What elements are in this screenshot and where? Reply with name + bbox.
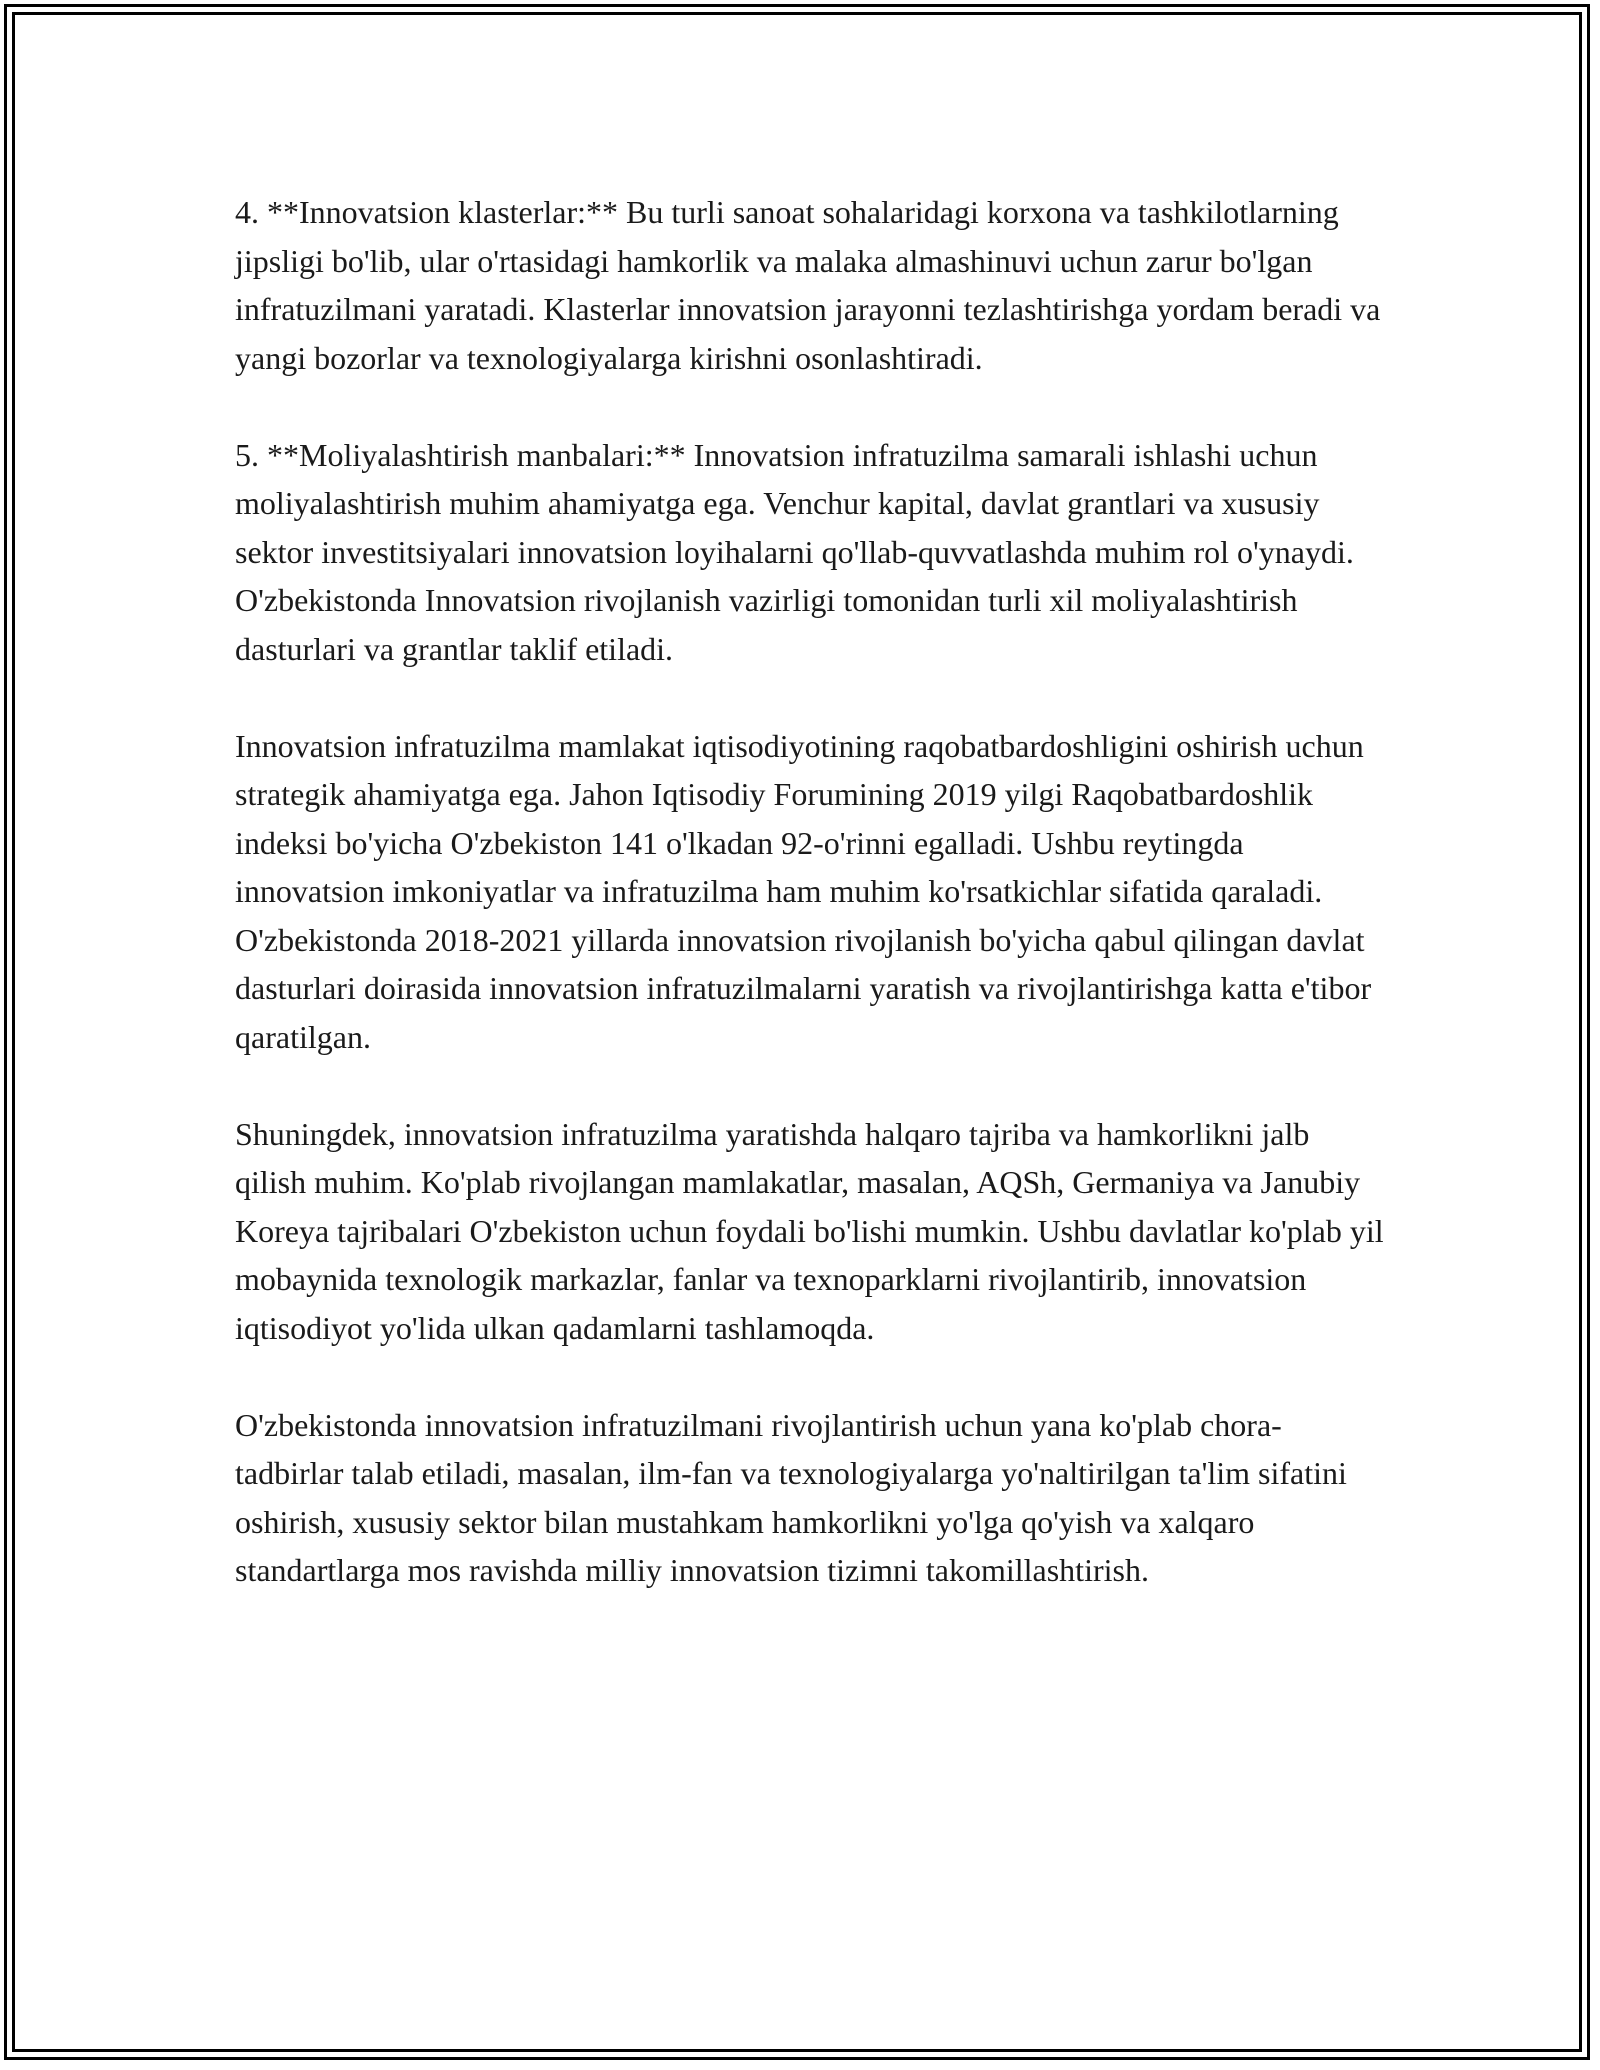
paragraph-innovation-clusters: 4. **Innovatsion klasterlar:** Bu turli sanoat sohalaridagi korxona va tashkilotlarning jipsligi bo'lib, ular o'rtasidagi hamkorlik va malaka almashinuvi uchun zarur bo'lgan infratuzilmani yaratadi. Klasterlar innovatsion jarayonni tezlashtirishga yordam beradi va yangi bozorlar va texnologiyalarga kirishni osonlashtiradi.	[235, 194, 1381, 376]
paragraph-funding-sources: 5. **Moliyalashtirish manbalari:** Innovatsion infratuzilma samarali ishlashi uchun moliyalashtirish muhim ahamiyatga ega. Venchur kapital, davlat grantlari va xususiy sektor investitsiyalari innovatsion loyihalarni qo'llab-quvvatlashda muhim rol o'ynaydi. O'zbekistonda Innovatsion rivojlanish vazirligi tomonidan turli xil moliyalashtirish dasturlari va grantlar taklif etiladi.	[235, 436, 1354, 667]
paragraph-international-experience: Shuningdek, innovatsion infratuzilma yaratishda halqaro tajriba va hamkorlikni jalb qilish muhim. Ko'plab rivojlangan mamlakatlar, masalan, AQSh, Germaniya va Janubiy Koreya tajribalari O'zbekiston uchun foydali bo'lishi mumkin. Ushbu davlatlar ko'plab yil mobaynida texnologik markazlar, fanlar va texnoparklarni rivojlantirib, innovatsion iqtisodiyot yo'lida ulkan qadamlarni tashlamoqda.	[235, 1115, 1384, 1346]
document-body	[235, 188, 1385, 1595]
paragraph-competitiveness: Innovatsion infratuzilma mamlakat iqtisodiyotining raqobatbardoshligini oshirish uchun strategik ahamiyatga ega. Jahon Iqtisodiy Forumining 2019 yilgi Raqobatbardoshlik indeksi bo'yicha O'zbekiston 141 o'lkadan 92-o'rinni egalladi. Ushbu reytingda innovatsion imkoniyatlar va infratuzilma ham muhim ko'rsatkichlar sifatida qaraladi. O'zbekistonda 2018-2021 yillarda innovatsion rivojlanish bo'yicha qabul qilingan davlat dasturlari doirasida innovatsion infratuzilmalarni yaratish va rivojlantirishga katta e'tibor qaratilgan.	[235, 727, 1372, 1055]
paragraph-further-measures: O'zbekistonda innovatsion infratuzilmani rivojlantirish uchun yana ko'plab chora-tadbirlar talab etiladi, masalan, ilm-fan va texnologiyalarga yo'naltirilgan ta'lim sifatini oshirish, xususiy sektor bilan mustahkam hamkorlikni yo'lga qo'yish va xalqaro standartlarga mos ravishda milliy innovatsion tizimni takomillashtirish.	[235, 1406, 1347, 1588]
